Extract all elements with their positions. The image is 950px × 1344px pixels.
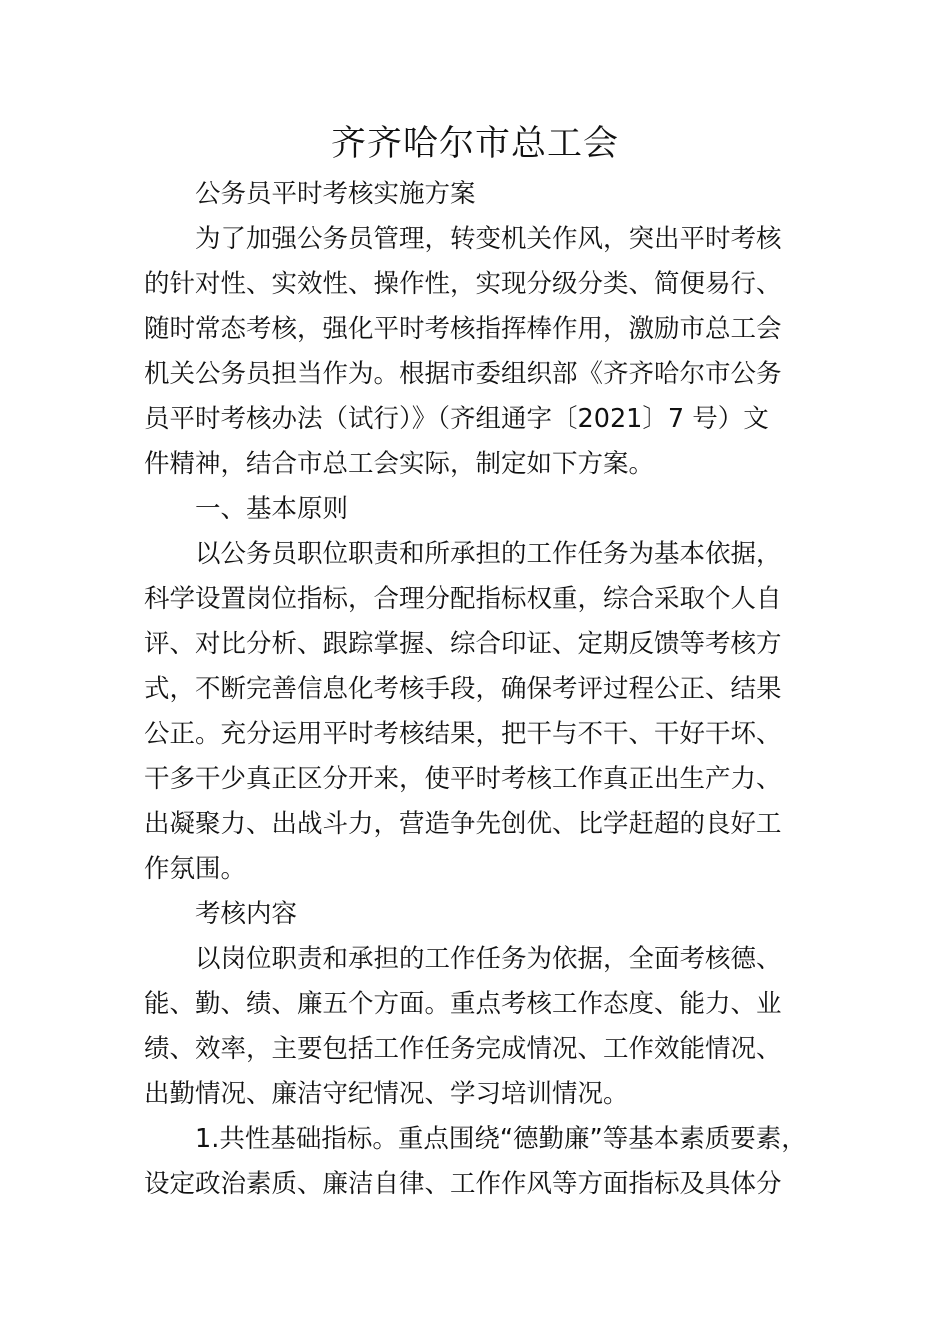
paragraph-line: 为了加强公务员管理，转变机关作风，突出平时考核 — [195, 224, 782, 254]
paragraph-line: 评、对比分析、跟踪掌握、综合印证、定期反馈等考核方 — [144, 629, 782, 659]
document-title: 齐齐哈尔市总工会 — [330, 124, 619, 164]
paragraph-line: 员平时考核办法（试行）》（齐组通字〔2021〕7 号）文 — [144, 404, 769, 434]
paragraph-line: 随时常态考核，强化平时考核指挥棒作用，激励市总工会 — [144, 314, 782, 344]
paragraph-line: 件精神，结合市总工会实际，制定如下方案。 — [144, 449, 655, 479]
section-heading-principles: 一、基本原则 — [195, 494, 349, 524]
paragraph-line: 以公务员职位职责和所承担的工作任务为基本依据， — [195, 539, 782, 569]
section-heading-plan: 公务员平时考核实施方案 — [195, 179, 476, 209]
paragraph-line: 设定政治素质、廉洁自律、工作作风等方面指标及具体分 — [144, 1169, 782, 1199]
document-body — [144, 172, 834, 1207]
paragraph-line: 绩、效率，主要包括工作任务完成情况、工作效能情况、 — [144, 1034, 782, 1064]
paragraph-line: 以岗位职责和承担的工作任务为依据，全面考核德、 — [195, 944, 782, 974]
paragraph-line: 的针对性、实效性、操作性，实现分级分类、简便易行、 — [144, 269, 782, 299]
paragraph-line: 出勤情况、廉洁守纪情况、学习培训情况。 — [144, 1079, 629, 1109]
section-heading-content: 考核内容 — [195, 899, 298, 929]
paragraph-line: 干多干少真正区分开来，使平时考核工作真正出生产力、 — [144, 764, 782, 794]
paragraph-line: 出凝聚力、出战斗力，营造争先创优、比学赶超的良好工 — [144, 809, 782, 839]
paragraph-line: 能、勤、绩、廉五个方面。重点考核工作态度、能力、业 — [144, 989, 782, 1019]
paragraph-line: 式，不断完善信息化考核手段，确保考评过程公正、结果 — [144, 674, 782, 704]
paragraph-line: 作氛围。 — [144, 854, 247, 884]
paragraph-line: 公正。充分运用平时考核结果，把干与不干、干好干坏、 — [144, 719, 782, 749]
paragraph-line: 1.共性基础指标。重点围绕“德勤廉”等基本素质要素， — [195, 1124, 807, 1154]
paragraph-line: 科学设置岗位指标，合理分配指标权重，综合采取个人自 — [144, 584, 782, 614]
paragraph-line: 机关公务员担当作为。根据市委组织部《齐齐哈尔市公务 — [144, 359, 782, 389]
